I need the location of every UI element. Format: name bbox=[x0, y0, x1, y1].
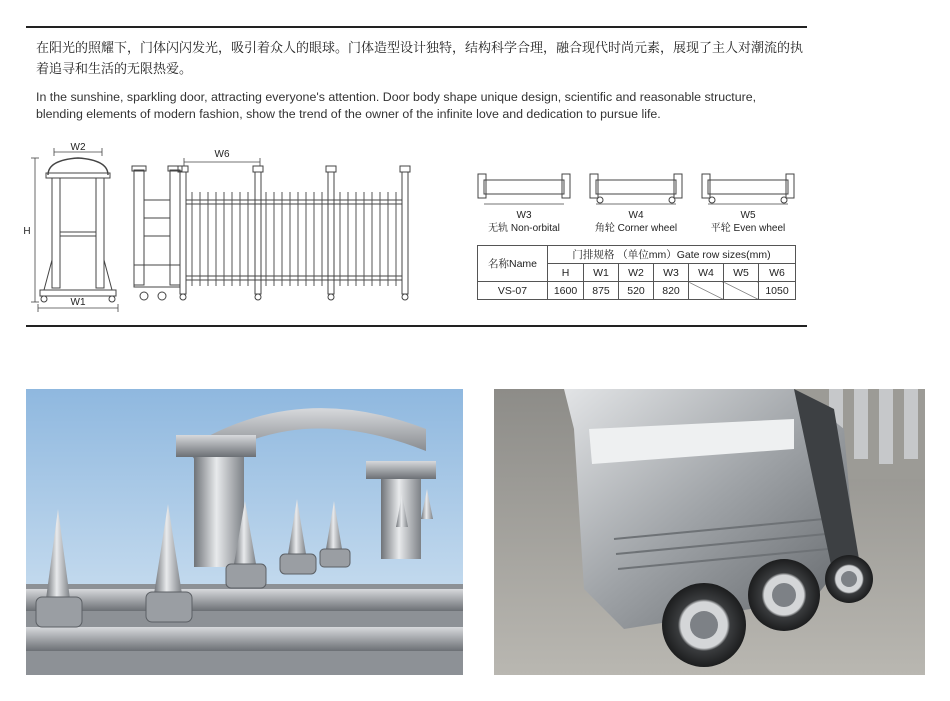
top-divider bbox=[26, 26, 807, 28]
intro-chinese-text: 在阳光的照耀下，门体闪闪发光，吸引着众人的眼球。门体造型设计独特，结构科学合理，融合现代时尚元素，展现了主人对潮流的执着追寻和生活的无限热爱。 bbox=[36, 41, 804, 77]
row-value-w6: 1050 bbox=[759, 282, 796, 300]
wheel-code-w4: W4 bbox=[628, 210, 644, 221]
name-header: 名称Name bbox=[478, 246, 548, 282]
dim-label-h: H bbox=[23, 226, 31, 237]
wheel-code-w5: W5 bbox=[740, 210, 756, 221]
table-row bbox=[478, 282, 796, 300]
wheel-label-even: 平轮 Even wheel bbox=[710, 223, 786, 234]
spec-table-header-row bbox=[478, 246, 796, 264]
col-w1: W1 bbox=[584, 264, 619, 282]
col-w2: W2 bbox=[619, 264, 654, 282]
row-name: VS-07 bbox=[478, 282, 548, 300]
dim-label-w6: W6 bbox=[214, 149, 230, 160]
spec-table bbox=[477, 245, 796, 300]
row-value-w3: 820 bbox=[654, 282, 689, 300]
wheel-label-corner: 角轮 Corner wheel bbox=[594, 223, 678, 234]
col-w6: W6 bbox=[759, 264, 796, 282]
dim-label-w2: W2 bbox=[70, 142, 86, 153]
col-h: H bbox=[548, 264, 584, 282]
row-value-w2: 520 bbox=[619, 282, 654, 300]
row-value-h: 1600 bbox=[548, 282, 584, 300]
wheel-code-w3: W3 bbox=[516, 210, 532, 221]
bottom-divider bbox=[26, 325, 807, 327]
row-value-w5 bbox=[724, 282, 759, 300]
spike-detail-photo bbox=[26, 389, 463, 675]
row-value-w1: 875 bbox=[584, 282, 619, 300]
wheel-label-non-orbital: 无轨 Non-orbital bbox=[488, 223, 560, 234]
col-w4: W4 bbox=[689, 264, 724, 282]
col-w5: W5 bbox=[724, 264, 759, 282]
intro-english-text: In the sunshine, sparkling door, attracting everyone's attention. Door body shape unique design, scientific and reasonable structure, blending elements of modern fashion, show the trend of the owner of the infinite love and dedication to pursue life. bbox=[36, 90, 757, 121]
row-value-w4 bbox=[689, 282, 724, 300]
gate-technical-drawing bbox=[22, 140, 462, 315]
wheel-carriage-photo bbox=[494, 389, 925, 675]
col-w3: W3 bbox=[654, 264, 689, 282]
gate-size-header: 门排规格 （单位mm）Gate row sizes(mm) bbox=[548, 246, 796, 264]
dim-label-w1: W1 bbox=[70, 297, 86, 308]
wheel-type-diagrams bbox=[474, 160, 804, 240]
